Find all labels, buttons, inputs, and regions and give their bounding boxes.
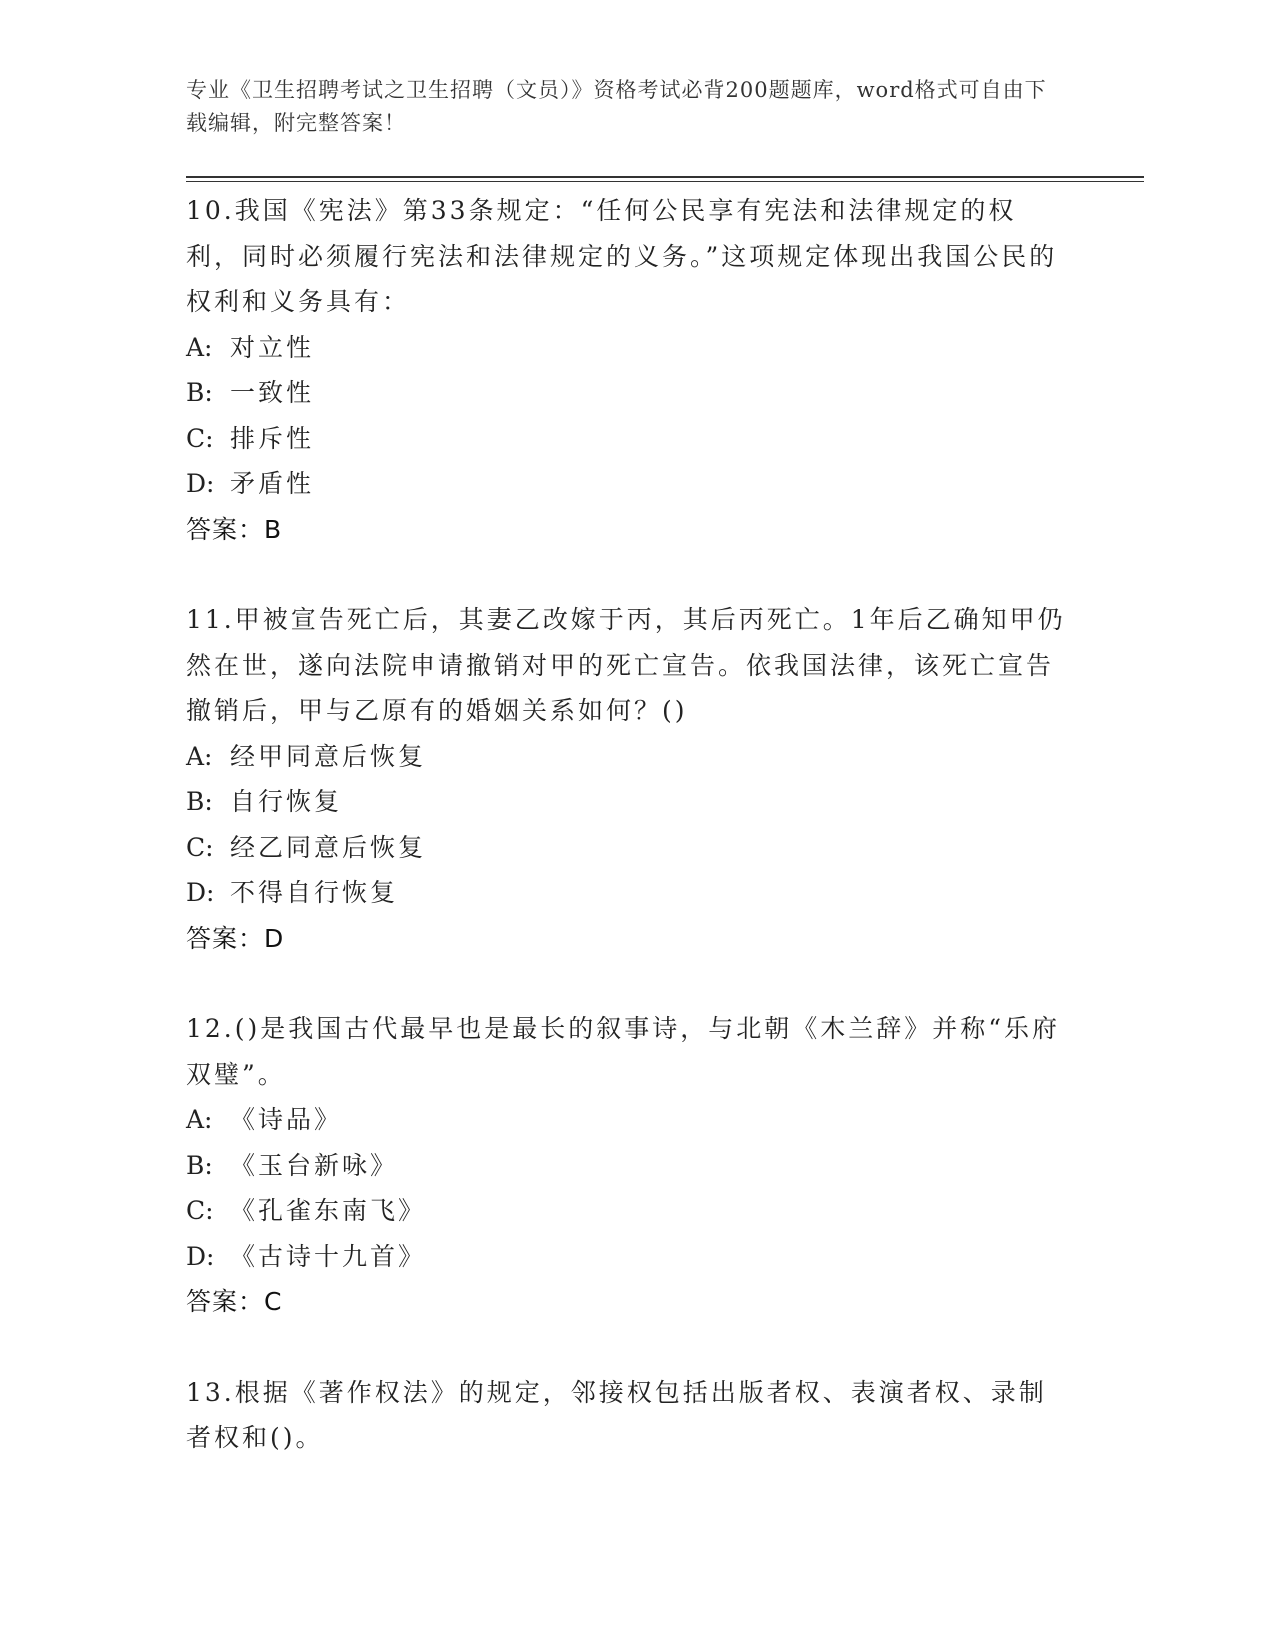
option-b xyxy=(186,1143,1066,1189)
option-b xyxy=(186,779,1066,825)
answer-line: 答案：C xyxy=(186,1287,283,1316)
option-key: B: xyxy=(186,1150,213,1180)
page-header: 专业《卫生招聘考试之卫生招聘（文员）》资格考试必背200题题库，word格式可自由下载编辑，附完整答案！ xyxy=(186,78,1047,135)
option-text: 不得自行恢复 xyxy=(230,878,399,907)
option-d xyxy=(186,1234,1066,1280)
option-text: 自行恢复 xyxy=(230,787,343,816)
header-divider-thin xyxy=(186,181,1144,182)
option-a xyxy=(186,325,1066,371)
question-11 xyxy=(186,597,1066,961)
question-12 xyxy=(186,1006,1066,1325)
question-number: 11. xyxy=(186,605,235,634)
question-text xyxy=(186,1370,1066,1461)
option-d xyxy=(186,870,1066,916)
option-key: C: xyxy=(186,832,214,862)
option-text: 《诗品》 xyxy=(230,1105,343,1134)
option-key: D: xyxy=(186,878,215,907)
option-key: A: xyxy=(186,332,213,362)
option-key: D: xyxy=(186,1241,215,1271)
option-text: 排斥性 xyxy=(230,423,315,453)
option-key: B: xyxy=(186,378,213,407)
option-key: D: xyxy=(186,469,215,498)
option-key: C: xyxy=(186,1196,214,1225)
option-key: C: xyxy=(186,423,214,453)
question-number: 13. xyxy=(186,1377,235,1407)
question-body: 甲被宣告死亡后，其妻乙改嫁于丙，其后丙死亡。1年后乙确知甲仍然在世，遂向法院申请撤销对甲的死亡宣告。依我国法律，该死亡宣告撤销后，甲与乙原有的婚姻关系如何？() xyxy=(186,605,1066,725)
answer-line: 答案：B xyxy=(186,514,283,544)
option-d xyxy=(186,461,1066,507)
option-a xyxy=(186,734,1066,780)
option-text: 矛盾性 xyxy=(230,469,315,498)
question-text xyxy=(186,1006,1066,1097)
header-divider-thick xyxy=(186,176,1144,178)
question-body: 根据《著作权法》的规定，邻接权包括出版者权、表演者权、录制者权和()。 xyxy=(186,1377,1047,1452)
option-text: 《玉台新咏》 xyxy=(230,1150,399,1180)
option-key: A: xyxy=(186,741,213,771)
question-13 xyxy=(186,1370,1066,1461)
question-text xyxy=(186,597,1066,734)
option-text: 经乙同意后恢复 xyxy=(230,832,427,862)
option-text: 对立性 xyxy=(230,332,315,362)
question-number: 10. xyxy=(186,196,235,225)
option-key: B: xyxy=(186,787,213,816)
option-c xyxy=(186,825,1066,871)
option-text: 《古诗十九首》 xyxy=(230,1241,427,1271)
question-list xyxy=(186,188,1066,1506)
question-body: 我国《宪法》第33条规定：“任何公民享有宪法和法律规定的权利，同时必须履行宪法和法律规定的义务。”这项规定体现出我国公民的权利和义务具有： xyxy=(186,196,1058,316)
option-b xyxy=(186,370,1066,416)
question-10 xyxy=(186,188,1066,552)
question-number: 12. xyxy=(186,1014,235,1043)
option-c xyxy=(186,1188,1066,1234)
option-a xyxy=(186,1097,1066,1143)
option-text: 经甲同意后恢复 xyxy=(230,741,427,771)
option-text: 一致性 xyxy=(230,378,315,407)
question-body: ()是我国古代最早也是最长的叙事诗，与北朝《木兰辞》并称“乐府双璧”。 xyxy=(186,1014,1061,1089)
option-text: 《孔雀东南飞》 xyxy=(230,1196,427,1225)
question-text xyxy=(186,188,1066,325)
option-c xyxy=(186,416,1066,462)
answer-line: 答案：D xyxy=(186,923,285,953)
option-key: A: xyxy=(186,1105,213,1134)
